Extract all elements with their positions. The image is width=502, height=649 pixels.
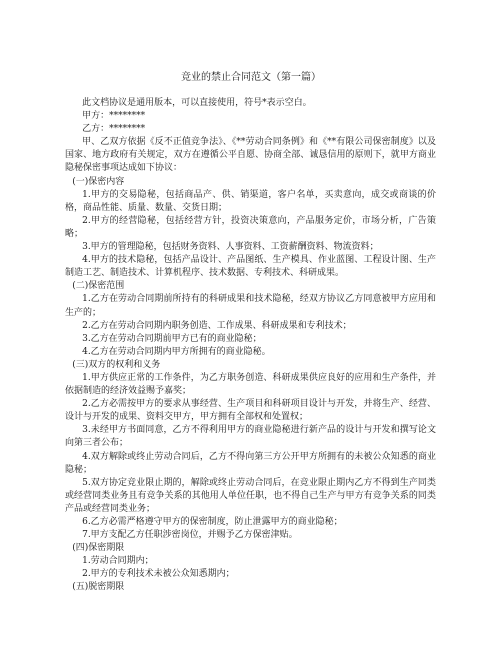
section-heading: (三)双方的权利和义务 — [72, 359, 161, 370]
intro-note: 此文档协议是通用版本，可以直接使用，符号*表示空白。 — [82, 98, 312, 108]
clause-item: 4.甲方的技术隐秘，包括产品设计、产品图纸、生产模具、作业蓝图、工程设计图、生产制造工艺、制造技术、计算机程序、技术数据、专利技术、科研成果。 — [65, 255, 436, 279]
clause-item: 2.甲方的经营隐秘，包括经营方针，投资决策意向，产品服务定价，市场分析，广告策略； — [65, 215, 436, 239]
clause-item: 1.劳动合同期内； — [82, 556, 154, 567]
clause-item: 2.乙方必需按甲方的要求从事经营、生产项目和科研项目设计与开发，并将生产、经营、设计与开发的成果、资料交甲方，甲方拥有全部权和处置权； — [65, 399, 436, 423]
document-body — [65, 97, 436, 595]
clause-item: 3.乙方在劳动合同期前甲方已有的商业隐秘； — [82, 333, 262, 344]
clause-item: 2.甲方的专利技术未被公众知悉期内； — [82, 569, 235, 580]
section-heading: (二)保密范围 — [72, 281, 125, 292]
section-heading: (四)保密期限 — [72, 543, 125, 554]
clause-item: 1.甲方供应正常的工作条件，为乙方职务创造、科研成果供应良好的应用和生产条件，并依据制造的经济效益赐予嘉奖； — [65, 372, 436, 397]
document-title: 竞业的禁止合同范文（第一篇） — [181, 72, 321, 83]
preamble-paragraph: 甲、乙双方依据《反不正值竞争法》、《**劳动合同条例》和《**有限公司保密制度》以及国家、地方政府有关规定，双方在遵循公平自愿、协商全部、诚恳信用的原则下，就甲方商业隐秘保密事项达成如下协议： — [65, 137, 436, 174]
clause-item: 5.双方协定竞业限止期的，解除或终止劳动合同后，在竞业限止期内乙方不得到生产同类或经营同类业务且有竞争关系的其他用人单位任职，也不得自己生产与甲方有竞争关系的同类产品或经营同类业务； — [65, 477, 436, 514]
clause-item: 7.甲方支配乙方任职涉密岗位，并赐予乙方保密津贴。 — [82, 530, 298, 541]
party-a: 甲方：******** — [82, 111, 146, 122]
section-heading: (五)脱密期限 — [72, 582, 125, 593]
party-b: 乙方：******** — [82, 124, 146, 135]
clause-item: 6.乙方必需严格遵守甲方的保密制度，防止泄露甲方的商业隐秘； — [82, 517, 343, 527]
clause-item: 4.双方解除或终止劳动合同后，乙方不得向第三方公开甲方所拥有的未被公众知悉的商业隐秘； — [65, 451, 436, 475]
clause-item: 1.甲方的交易隐秘，包括商品产、供、销渠道，客户名单，买卖意向，成交或商谈的价格，商品性能、质量、数量、交货日期； — [65, 189, 436, 213]
clause-item: 4.乙方在劳动合同期内甲方所拥有的商业隐秘。 — [82, 346, 271, 357]
section-heading: (一)保密内容 — [72, 176, 125, 187]
clause-item: 3.未经甲方书面同意，乙方不得利用甲方的商业隐秘进行新产品的设计与开发和撰写论文向第三者公布； — [65, 425, 436, 449]
clause-item: 2.乙方在劳动合同期内职务创造、工作成果、科研成果和专利技术； — [82, 320, 352, 331]
clause-item: 3.甲方的管理隐秘，包括财务资料、人事资料、工资薪酬资料、物流资料； — [82, 242, 379, 253]
clause-item: 1.乙方在劳动合同期前所持有的科研成果和技术隐秘，经双方协议乙方同意被甲方应用和生产的； — [65, 294, 436, 318]
